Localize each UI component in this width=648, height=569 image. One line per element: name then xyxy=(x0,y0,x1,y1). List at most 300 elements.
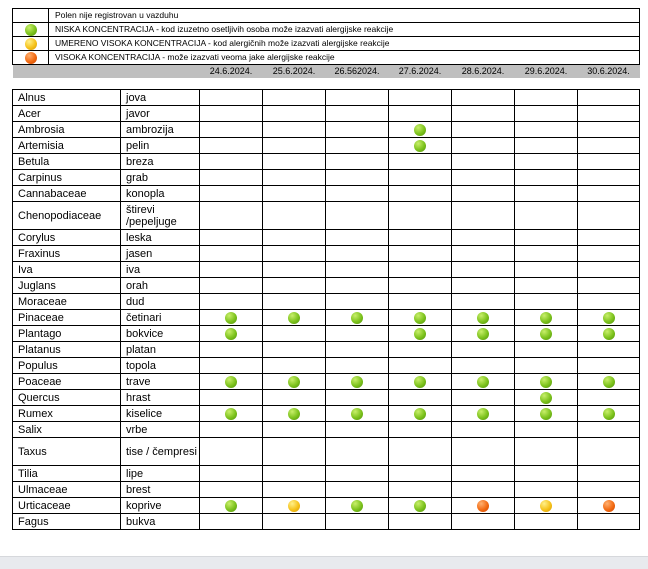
plant-local-name: bukva xyxy=(121,514,200,530)
table-row xyxy=(13,422,640,438)
concentration-cell xyxy=(452,246,515,262)
concentration-cell xyxy=(263,342,326,358)
yellow-dot-icon xyxy=(25,38,37,50)
concentration-cell xyxy=(578,262,640,278)
concentration-cell xyxy=(263,438,326,466)
concentration-cell xyxy=(452,498,515,514)
concentration-cell xyxy=(389,278,452,294)
concentration-cell xyxy=(389,374,452,390)
plant-latin-name: Artemisia xyxy=(13,138,121,154)
concentration-cell xyxy=(452,278,515,294)
concentration-cell xyxy=(263,246,326,262)
green-dot-icon xyxy=(414,500,426,512)
concentration-cell xyxy=(578,422,640,438)
concentration-cell xyxy=(200,310,263,326)
green-dot-icon xyxy=(288,376,300,388)
concentration-cell xyxy=(389,498,452,514)
green-dot-icon xyxy=(477,408,489,420)
table-row xyxy=(13,498,640,514)
concentration-cell xyxy=(326,262,389,278)
table-row xyxy=(13,438,640,466)
concentration-cell xyxy=(515,390,578,406)
concentration-cell xyxy=(452,230,515,246)
concentration-cell xyxy=(578,310,640,326)
concentration-cell xyxy=(515,186,578,202)
green-dot-icon xyxy=(603,312,615,324)
orange-dot-icon xyxy=(25,52,37,64)
concentration-cell xyxy=(578,406,640,422)
table-row xyxy=(13,466,640,482)
concentration-cell xyxy=(200,514,263,530)
concentration-cell xyxy=(578,186,640,202)
legend-no-pollen-label: Polen nije registrovan u vazduhu xyxy=(49,9,640,23)
plant-local-name: lipe xyxy=(121,466,200,482)
table-row xyxy=(13,342,640,358)
concentration-cell xyxy=(515,154,578,170)
concentration-cell xyxy=(326,498,389,514)
concentration-cell xyxy=(452,154,515,170)
concentration-cell xyxy=(200,294,263,310)
concentration-cell xyxy=(326,186,389,202)
green-dot-icon xyxy=(414,328,426,340)
concentration-cell xyxy=(515,90,578,106)
concentration-cell xyxy=(389,326,452,342)
concentration-cell xyxy=(452,294,515,310)
concentration-cell xyxy=(263,202,326,230)
green-dot-icon xyxy=(540,328,552,340)
legend-moderate-label: UMERENO VISOKA KONCENTRACIJA - kod alergičnih može izazvati alergijske reakcije xyxy=(49,37,640,51)
plant-local-name: bokvice xyxy=(121,326,200,342)
concentration-cell xyxy=(578,106,640,122)
concentration-cell xyxy=(263,514,326,530)
plant-local-name: jova xyxy=(121,90,200,106)
concentration-cell xyxy=(389,202,452,230)
concentration-cell xyxy=(200,498,263,514)
concentration-cell xyxy=(263,374,326,390)
concentration-cell xyxy=(515,230,578,246)
concentration-cell xyxy=(389,390,452,406)
concentration-cell xyxy=(326,422,389,438)
concentration-cell xyxy=(326,246,389,262)
legend-row-low xyxy=(13,23,640,37)
green-dot-icon xyxy=(225,500,237,512)
concentration-cell xyxy=(326,342,389,358)
concentration-cell xyxy=(515,466,578,482)
concentration-cell xyxy=(263,186,326,202)
concentration-cell xyxy=(326,294,389,310)
concentration-cell xyxy=(263,90,326,106)
concentration-cell xyxy=(326,466,389,482)
plant-latin-name: Tilia xyxy=(13,466,121,482)
concentration-cell xyxy=(578,278,640,294)
concentration-cell xyxy=(578,482,640,498)
concentration-cell xyxy=(515,358,578,374)
concentration-cell xyxy=(389,122,452,138)
concentration-cell xyxy=(452,374,515,390)
concentration-cell xyxy=(200,262,263,278)
concentration-cell xyxy=(200,186,263,202)
concentration-cell xyxy=(515,170,578,186)
plant-local-name: platan xyxy=(121,342,200,358)
green-dot-icon xyxy=(225,376,237,388)
plant-latin-name: Ambrosia xyxy=(13,122,121,138)
plant-latin-name: Rumex xyxy=(13,406,121,422)
plant-latin-name: Cannabaceae xyxy=(13,186,121,202)
table-row xyxy=(13,514,640,530)
concentration-cell xyxy=(326,406,389,422)
plant-latin-name: Corylus xyxy=(13,230,121,246)
plant-latin-name: Carpinus xyxy=(13,170,121,186)
plant-local-name: breza xyxy=(121,154,200,170)
plant-latin-name: Pinaceae xyxy=(13,310,121,326)
green-dot-icon xyxy=(351,408,363,420)
date-header: 27.6.2024. xyxy=(389,65,452,79)
concentration-cell xyxy=(578,390,640,406)
concentration-cell xyxy=(452,466,515,482)
green-dot-icon xyxy=(414,408,426,420)
date-header: 25.6.2024. xyxy=(263,65,326,79)
concentration-cell xyxy=(389,358,452,374)
green-dot-icon xyxy=(540,376,552,388)
concentration-cell xyxy=(326,230,389,246)
concentration-cell xyxy=(578,138,640,154)
plant-latin-name: Populus xyxy=(13,358,121,374)
concentration-cell xyxy=(515,482,578,498)
concentration-cell xyxy=(326,438,389,466)
green-dot-icon xyxy=(414,376,426,388)
concentration-cell xyxy=(452,262,515,278)
dates-header-row xyxy=(13,65,640,79)
plant-local-name: četinari xyxy=(121,310,200,326)
concentration-cell xyxy=(515,122,578,138)
concentration-cell xyxy=(389,422,452,438)
green-dot-icon xyxy=(540,408,552,420)
plant-local-name: štirevi /pepeljuge xyxy=(121,202,200,230)
table-row xyxy=(13,170,640,186)
table-row xyxy=(13,122,640,138)
concentration-cell xyxy=(326,90,389,106)
concentration-cell xyxy=(326,326,389,342)
concentration-cell xyxy=(515,106,578,122)
green-dot-icon xyxy=(477,328,489,340)
table-row xyxy=(13,358,640,374)
concentration-cell xyxy=(452,358,515,374)
plant-local-name: iva xyxy=(121,262,200,278)
pollen-table xyxy=(12,89,640,530)
concentration-cell xyxy=(200,230,263,246)
green-dot-icon xyxy=(288,312,300,324)
plant-latin-name: Chenopodiaceae xyxy=(13,202,121,230)
concentration-cell xyxy=(326,154,389,170)
concentration-cell xyxy=(389,186,452,202)
plant-latin-name: Juglans xyxy=(13,278,121,294)
concentration-cell xyxy=(326,170,389,186)
concentration-cell xyxy=(200,358,263,374)
green-dot-icon xyxy=(351,312,363,324)
green-dot-icon xyxy=(351,376,363,388)
plant-local-name: grab xyxy=(121,170,200,186)
concentration-cell xyxy=(389,406,452,422)
plant-local-name: jasen xyxy=(121,246,200,262)
concentration-cell xyxy=(452,122,515,138)
concentration-cell xyxy=(263,310,326,326)
concentration-cell xyxy=(452,422,515,438)
concentration-cell xyxy=(326,358,389,374)
concentration-cell xyxy=(200,466,263,482)
green-dot-icon xyxy=(540,392,552,404)
concentration-cell xyxy=(200,482,263,498)
table-row xyxy=(13,154,640,170)
concentration-cell xyxy=(200,106,263,122)
concentration-cell xyxy=(515,422,578,438)
plant-latin-name: Quercus xyxy=(13,390,121,406)
concentration-cell xyxy=(515,342,578,358)
plant-latin-name: Salix xyxy=(13,422,121,438)
plant-local-name: leska xyxy=(121,230,200,246)
plant-latin-name: Betula xyxy=(13,154,121,170)
plant-latin-name: Urticaceae xyxy=(13,498,121,514)
green-dot-icon xyxy=(477,376,489,388)
concentration-cell xyxy=(200,406,263,422)
concentration-cell xyxy=(389,294,452,310)
legend-low-label: NISKA KONCENTRACIJA - kod izuzetno osetljivih osoba može izazvati alergijske reakcije xyxy=(49,23,640,37)
concentration-cell xyxy=(200,154,263,170)
green-dot-icon xyxy=(25,24,37,36)
plant-local-name: trave xyxy=(121,374,200,390)
yellow-dot-icon xyxy=(540,500,552,512)
concentration-cell xyxy=(389,342,452,358)
green-dot-icon xyxy=(414,140,426,152)
concentration-cell xyxy=(452,438,515,466)
yellow-dot-icon xyxy=(288,500,300,512)
table-row xyxy=(13,406,640,422)
concentration-cell xyxy=(200,170,263,186)
date-header: 29.6.2024. xyxy=(515,65,578,79)
concentration-cell xyxy=(200,438,263,466)
concentration-cell xyxy=(389,138,452,154)
concentration-cell xyxy=(389,438,452,466)
concentration-cell xyxy=(515,310,578,326)
concentration-cell xyxy=(578,438,640,466)
concentration-cell xyxy=(326,374,389,390)
concentration-cell xyxy=(263,106,326,122)
concentration-cell xyxy=(452,514,515,530)
plant-local-name: javor xyxy=(121,106,200,122)
table-row xyxy=(13,262,640,278)
plant-latin-name: Moraceae xyxy=(13,294,121,310)
concentration-cell xyxy=(389,230,452,246)
date-header: 30.6.2024. xyxy=(578,65,640,79)
concentration-cell xyxy=(578,466,640,482)
plant-latin-name: Ulmaceae xyxy=(13,482,121,498)
concentration-cell xyxy=(515,262,578,278)
concentration-cell xyxy=(452,202,515,230)
concentration-cell xyxy=(326,122,389,138)
concentration-cell xyxy=(515,374,578,390)
legend-high-label: VISOKA KONCENTRACIJA - može izazvati veoma jake alergijske reakcije xyxy=(49,51,640,65)
green-dot-icon xyxy=(603,408,615,420)
table-row xyxy=(13,246,640,262)
concentration-cell xyxy=(578,342,640,358)
legend-row-high xyxy=(13,51,640,65)
concentration-cell xyxy=(452,90,515,106)
concentration-cell xyxy=(452,482,515,498)
plant-local-name: ambrozija xyxy=(121,122,200,138)
concentration-cell xyxy=(263,422,326,438)
concentration-cell xyxy=(200,390,263,406)
legend-row-no-pollen xyxy=(13,9,640,23)
concentration-cell xyxy=(515,514,578,530)
legend-row-moderate xyxy=(13,37,640,51)
table-row xyxy=(13,138,640,154)
concentration-cell xyxy=(452,406,515,422)
green-dot-icon xyxy=(225,312,237,324)
green-dot-icon xyxy=(540,312,552,324)
green-dot-icon xyxy=(603,376,615,388)
concentration-cell xyxy=(578,122,640,138)
table-row xyxy=(13,482,640,498)
concentration-cell xyxy=(263,294,326,310)
plant-local-name: koprive xyxy=(121,498,200,514)
concentration-cell xyxy=(200,138,263,154)
date-header: 24.6.2024. xyxy=(200,65,263,79)
concentration-cell xyxy=(326,278,389,294)
concentration-cell xyxy=(263,278,326,294)
table-row xyxy=(13,310,640,326)
concentration-cell xyxy=(578,202,640,230)
concentration-cell xyxy=(389,154,452,170)
plant-local-name: brest xyxy=(121,482,200,498)
concentration-cell xyxy=(515,406,578,422)
table-row xyxy=(13,390,640,406)
table-row xyxy=(13,326,640,342)
concentration-cell xyxy=(263,170,326,186)
green-dot-icon xyxy=(351,500,363,512)
table-row xyxy=(13,278,640,294)
plant-latin-name: Poaceae xyxy=(13,374,121,390)
concentration-cell xyxy=(515,246,578,262)
concentration-cell xyxy=(389,310,452,326)
concentration-cell xyxy=(263,262,326,278)
green-dot-icon xyxy=(288,408,300,420)
table-row xyxy=(13,374,640,390)
plant-latin-name: Iva xyxy=(13,262,121,278)
date-header: 28.6.2024. xyxy=(452,65,515,79)
concentration-cell xyxy=(515,294,578,310)
concentration-cell xyxy=(578,246,640,262)
plant-local-name: hrast xyxy=(121,390,200,406)
table-row xyxy=(13,294,640,310)
legend-empty-swatch xyxy=(13,9,49,23)
concentration-cell xyxy=(326,138,389,154)
orange-dot-icon xyxy=(603,500,615,512)
plant-local-name: konopla xyxy=(121,186,200,202)
plant-latin-name: Taxus xyxy=(13,438,121,466)
window-bottom-strip xyxy=(0,556,648,569)
concentration-cell xyxy=(263,390,326,406)
concentration-cell xyxy=(389,514,452,530)
concentration-cell xyxy=(452,390,515,406)
concentration-cell xyxy=(389,262,452,278)
plant-latin-name: Alnus xyxy=(13,90,121,106)
concentration-cell xyxy=(515,438,578,466)
concentration-cell xyxy=(452,310,515,326)
concentration-cell xyxy=(578,326,640,342)
concentration-cell xyxy=(263,154,326,170)
concentration-cell xyxy=(452,170,515,186)
concentration-cell xyxy=(389,170,452,186)
concentration-cell xyxy=(200,326,263,342)
concentration-cell xyxy=(200,246,263,262)
concentration-cell xyxy=(578,230,640,246)
plant-local-name: orah xyxy=(121,278,200,294)
concentration-cell xyxy=(578,498,640,514)
plant-local-name: dud xyxy=(121,294,200,310)
concentration-cell xyxy=(578,514,640,530)
plant-local-name: kiselice xyxy=(121,406,200,422)
green-dot-icon xyxy=(414,312,426,324)
concentration-cell xyxy=(452,326,515,342)
concentration-cell xyxy=(515,326,578,342)
green-dot-icon xyxy=(225,408,237,420)
concentration-cell xyxy=(326,482,389,498)
concentration-cell xyxy=(263,122,326,138)
concentration-cell xyxy=(452,106,515,122)
concentration-cell xyxy=(578,170,640,186)
table-row xyxy=(13,202,640,230)
concentration-cell xyxy=(263,466,326,482)
concentration-cell xyxy=(326,514,389,530)
orange-dot-icon xyxy=(477,500,489,512)
concentration-cell xyxy=(578,294,640,310)
concentration-cell xyxy=(515,278,578,294)
plant-local-name: vrbe xyxy=(121,422,200,438)
concentration-cell xyxy=(578,154,640,170)
concentration-cell xyxy=(515,498,578,514)
legend-table xyxy=(12,8,640,78)
concentration-cell xyxy=(326,390,389,406)
concentration-cell xyxy=(389,466,452,482)
concentration-cell xyxy=(326,106,389,122)
concentration-cell xyxy=(326,202,389,230)
concentration-cell xyxy=(578,374,640,390)
concentration-cell xyxy=(200,342,263,358)
concentration-cell xyxy=(263,138,326,154)
concentration-cell xyxy=(326,310,389,326)
green-dot-icon xyxy=(477,312,489,324)
table-row xyxy=(13,230,640,246)
concentration-cell xyxy=(389,246,452,262)
plant-local-name: pelin xyxy=(121,138,200,154)
plant-latin-name: Acer xyxy=(13,106,121,122)
concentration-cell xyxy=(263,482,326,498)
plant-local-name: tise / čempresi xyxy=(121,438,200,466)
concentration-cell xyxy=(452,342,515,358)
concentration-cell xyxy=(200,422,263,438)
concentration-cell xyxy=(263,358,326,374)
concentration-cell xyxy=(200,278,263,294)
plant-latin-name: Plantago xyxy=(13,326,121,342)
concentration-cell xyxy=(389,106,452,122)
plant-local-name: topola xyxy=(121,358,200,374)
green-dot-icon xyxy=(603,328,615,340)
concentration-cell xyxy=(515,138,578,154)
table-row xyxy=(13,90,640,106)
concentration-cell xyxy=(263,498,326,514)
green-dot-icon xyxy=(225,328,237,340)
concentration-cell xyxy=(452,138,515,154)
concentration-cell xyxy=(200,202,263,230)
